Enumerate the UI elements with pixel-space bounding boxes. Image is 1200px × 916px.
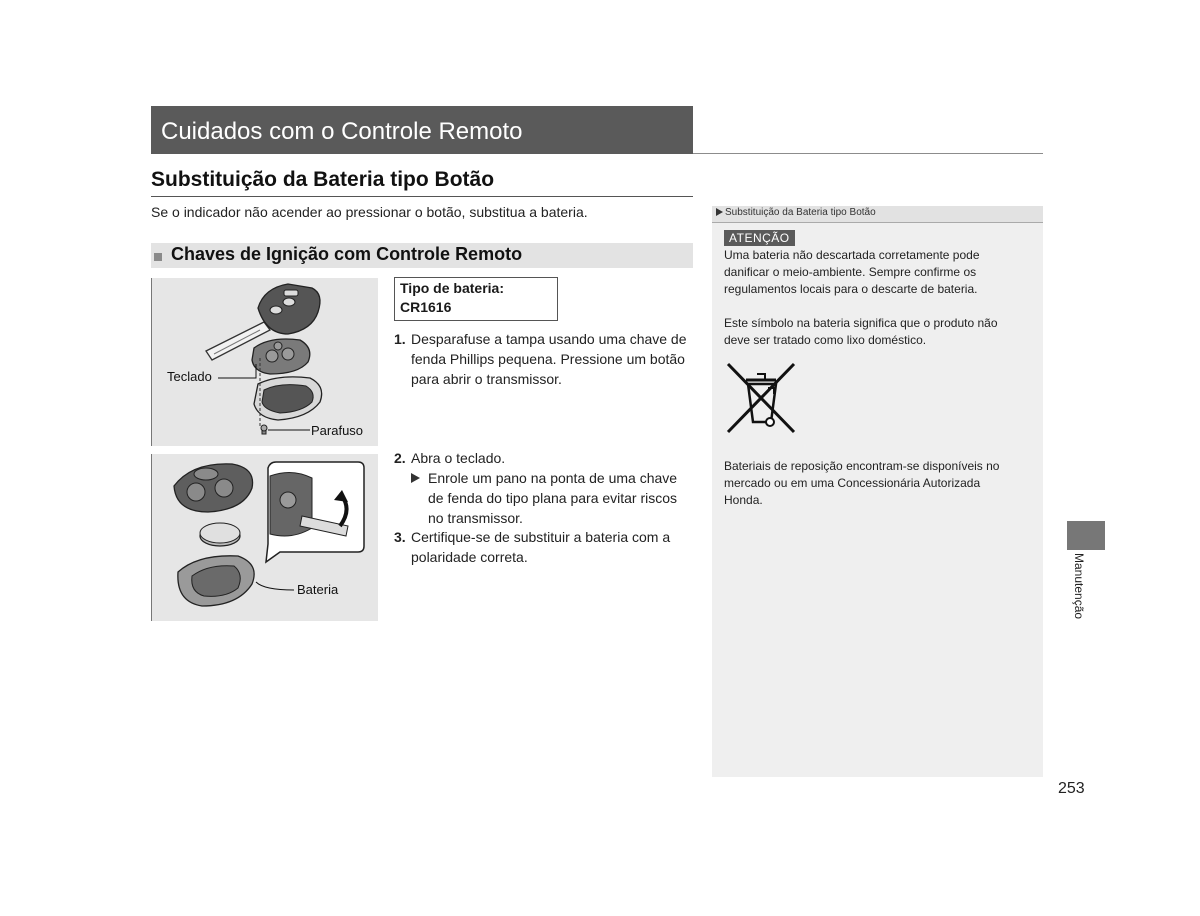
symbol-line: Este símbolo na bateria significa que o produto não bbox=[724, 316, 998, 330]
chapter-title: Cuidados com o Controle Remoto bbox=[161, 118, 523, 145]
crossed-out-wheelie-bin-icon bbox=[724, 360, 798, 436]
symbol-line: deve ser tratado como lixo doméstico. bbox=[724, 333, 927, 347]
title-divider bbox=[693, 153, 1043, 154]
triangle-bullet-icon bbox=[411, 473, 420, 483]
section-tab-text: Manutenção bbox=[1072, 553, 1086, 620]
bullet-text-line: de fenda do tipo plana para evitar riscos bbox=[428, 490, 678, 506]
step-number: 1. bbox=[394, 331, 406, 347]
step-text-line: Certifique-se de substituir a bateria com a bbox=[411, 529, 671, 545]
step-3 bbox=[394, 527, 670, 567]
section-tab-label bbox=[1068, 553, 1086, 637]
reference-arrow-icon bbox=[716, 208, 723, 216]
step-text-line: polaridade correta. bbox=[411, 549, 528, 565]
availability-line: mercado ou em uma Concessionária Autorizada bbox=[724, 476, 981, 490]
page-number: 253 bbox=[1058, 780, 1085, 797]
battery-spec-value: CR1616 bbox=[400, 299, 452, 315]
section-tab[interactable] bbox=[1067, 521, 1105, 550]
callout-keypad: Teclado bbox=[167, 369, 212, 384]
availability-line: Honda. bbox=[724, 493, 763, 507]
figure-keyfob-exploded bbox=[151, 278, 378, 446]
section-intro: Se o indicador não acender ao pressionar o botão, substitua a bateria. bbox=[151, 204, 588, 220]
sidebar-reference bbox=[716, 207, 876, 218]
sidebar-reference-text: Substituição da Bateria tipo Botão bbox=[725, 207, 876, 218]
step-1 bbox=[394, 329, 687, 389]
section-divider bbox=[151, 196, 693, 197]
symbol-text bbox=[724, 315, 998, 349]
section-heading: Substituição da Bateria tipo Botão bbox=[151, 168, 495, 191]
battery-spec-label: Tipo de bateria: bbox=[400, 280, 504, 296]
subsection-heading: Chaves de Ignição com Controle Remoto bbox=[171, 244, 523, 264]
step-2-bullet bbox=[411, 468, 677, 528]
notice-line: danificar o meio-ambiente. Sempre confirme os bbox=[724, 265, 977, 279]
square-bullet-icon bbox=[154, 253, 162, 261]
notice-line: regulamentos locais para o descarte de bateria. bbox=[724, 282, 978, 296]
step-text-line: fenda Phillips pequena. Pressione um botão bbox=[411, 351, 685, 367]
availability-line: Bateriais de reposição encontram-se disponíveis no bbox=[724, 459, 1000, 473]
bullet-text-line: Enrole um pano na ponta de uma chave bbox=[428, 470, 678, 486]
callout-screw: Parafuso bbox=[311, 423, 364, 438]
battery-spec-box bbox=[394, 277, 558, 321]
step-text-line: Desparafuse a tampa usando uma chave de bbox=[411, 331, 687, 347]
notice-text bbox=[724, 247, 980, 298]
notice-badge: ATENÇÃO bbox=[724, 230, 795, 246]
step-number: 2. bbox=[394, 450, 406, 466]
notice-line: Uma bateria não descartada corretamente pode bbox=[724, 248, 980, 262]
callout-battery: Bateria bbox=[297, 582, 339, 597]
availability-text bbox=[724, 458, 999, 509]
battery-access-illustration bbox=[152, 454, 378, 621]
step-2 bbox=[394, 448, 505, 468]
step-text-line: para abrir o transmissor. bbox=[411, 371, 562, 387]
bullet-text-line: no transmissor. bbox=[428, 510, 523, 526]
step-text-line: Abra o teclado. bbox=[411, 450, 506, 466]
keyfob-exploded-illustration bbox=[152, 278, 378, 446]
step-number: 3. bbox=[394, 529, 406, 545]
figure-battery-access bbox=[151, 454, 378, 621]
